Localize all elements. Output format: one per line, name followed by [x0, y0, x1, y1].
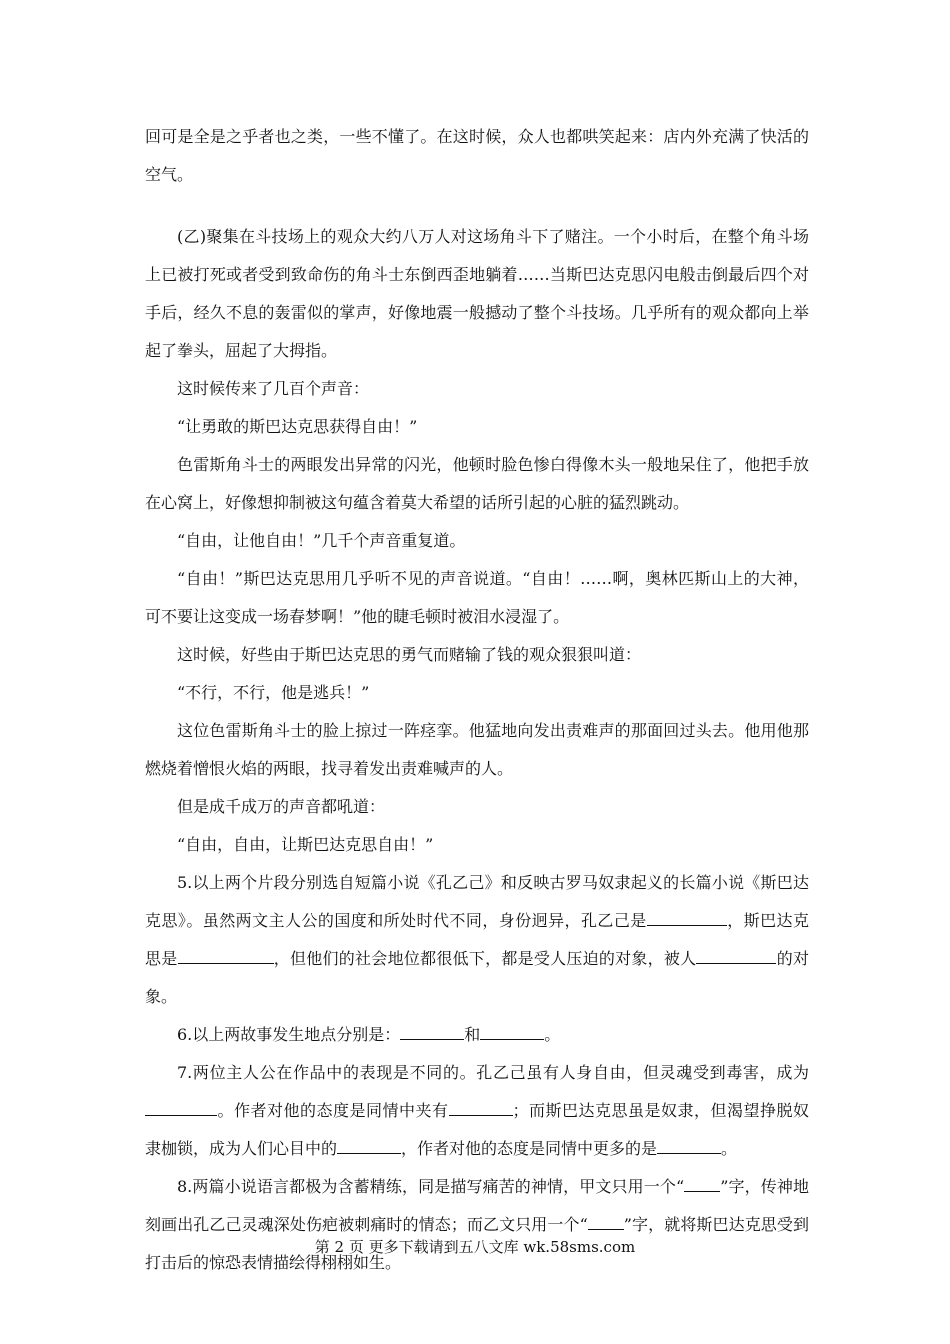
answer-blank[interactable] [647, 908, 727, 926]
question-text: ”字，就将斯巴达克思受到打击后的惊恐表情描绘得栩栩如生。 [145, 1215, 809, 1272]
question-text: 8.两篇小说语言都极为含蓄精练，同是描写痛苦的神情，甲文只用一个“ [177, 1177, 685, 1196]
passage-paragraph: “自由，让他自由！”几千个声音重复道。 [177, 531, 466, 550]
question-text: 的对象。 [145, 949, 809, 1006]
answer-blank[interactable] [178, 946, 274, 964]
answer-blank[interactable] [684, 1174, 720, 1192]
question-text: ，作者对他的态度是同情中更多的是 [401, 1139, 658, 1158]
question-8 [145, 1168, 809, 1282]
question-text: 。作者对他的态度是同情中夹有 [217, 1101, 449, 1120]
answer-blank[interactable] [657, 1136, 721, 1154]
question-text: 6.以上两故事发生地点分别是： [177, 1025, 401, 1044]
question-text: ，斯巴达克思是 [145, 911, 809, 968]
passage-paragraph: 色雷斯角斗士的两眼发出异常的闪光，他顿时脸色惨白得像木头一般地呆住了，他把手放在心窝上，好像想抑制被这句蕴含着莫大希望的话所引起的心脏的猛烈跳动。 [145, 455, 809, 512]
answer-blank[interactable] [337, 1136, 401, 1154]
passage-paragraph: 但是成千成万的声音都吼道： [177, 797, 386, 816]
passage-paragraph: “让勇敢的斯巴达克思获得自由！” [177, 417, 418, 436]
question-text: 和 [464, 1025, 481, 1044]
question-text: 。 [721, 1139, 738, 1158]
answer-blank[interactable] [400, 1022, 464, 1040]
question-5 [145, 864, 809, 1016]
page-footer: 第 2 页 更多下载请到五八文库 wk.58sms.com [314, 1238, 636, 1256]
passage-paragraph: “自由！”斯巴达克思用几乎听不见的声音说道。“自由！……啊，奥林匹斯山上的大神，可不要让这变成一场春梦啊！”他的睫毛顿时被泪水浸湿了。 [145, 569, 809, 626]
passage-paragraph: 这时候，好些由于斯巴达克思的勇气而赌输了钱的观众狠狠叫道： [177, 645, 642, 664]
passage-paragraph: 这时候传来了几百个声音： [177, 379, 370, 398]
answer-blank[interactable] [588, 1212, 624, 1230]
document-body [145, 118, 809, 1282]
answer-blank[interactable] [696, 946, 776, 964]
question-text: ，但他们的社会地位都很低下，都是受人压迫的对象，被人 [273, 949, 697, 968]
answer-blank[interactable] [449, 1098, 513, 1116]
passage-paragraph: “不行，不行，他是逃兵！” [177, 683, 370, 702]
passage-paragraph: 这位色雷斯角斗士的脸上掠过一阵痉挛。他猛地向发出责难声的那面回过头去。他用他那燃烧着憎恨火焰的两眼，找寻着发出责难喊声的人。 [145, 721, 809, 778]
question-text: ；而斯巴达克思虽是奴隶，但渴望挣脱奴隶枷锁，成为人们心目中的 [145, 1101, 809, 1158]
question-text: 5.以上两个片段分别选自短篇小说《孔乙己》和反映古罗马奴隶起义的长篇小说《斯巴达克思》。虽然两文主人公的国度和所处时代不同，身份迥异，孔乙己是 [145, 873, 809, 930]
question-7 [145, 1054, 809, 1168]
answer-blank[interactable] [480, 1022, 544, 1040]
passage-paragraph: “自由，自由，让斯巴达克思自由！” [177, 835, 434, 854]
section-gap [145, 194, 809, 218]
continuation-paragraph: 回可是全是之乎者也之类，一些不懂了。在这时候，众人也都哄笑起来：店内外充满了快活的空气。 [145, 127, 809, 184]
question-6 [145, 1016, 809, 1054]
question-text: ”字，传神地刻画出孔乙己灵魂深处伤疤被刺痛时的情态；而乙文只用一个“ [145, 1177, 809, 1234]
question-text: 7.两位主人公在作品中的表现是不同的。孔乙己虽有人身自由，但灵魂受到毒害，成为 [177, 1063, 809, 1082]
passage-yi-paragraph: (乙)聚集在斗技场上的观众大约八万人对这场角斗下了赌注。一个小时后，在整个角斗场上已被打死或者受到致命伤的角斗士东倒西歪地躺着……当斯巴达克思闪电般击倒最后四个对手后，经久不息的轰雷似的掌声，好像地震一般撼动了整个斗技场。几乎所有的观众都向上举起了拳头，屈起了大拇指。 [145, 227, 809, 360]
answer-blank[interactable] [145, 1098, 217, 1116]
question-text: 。 [544, 1025, 561, 1044]
